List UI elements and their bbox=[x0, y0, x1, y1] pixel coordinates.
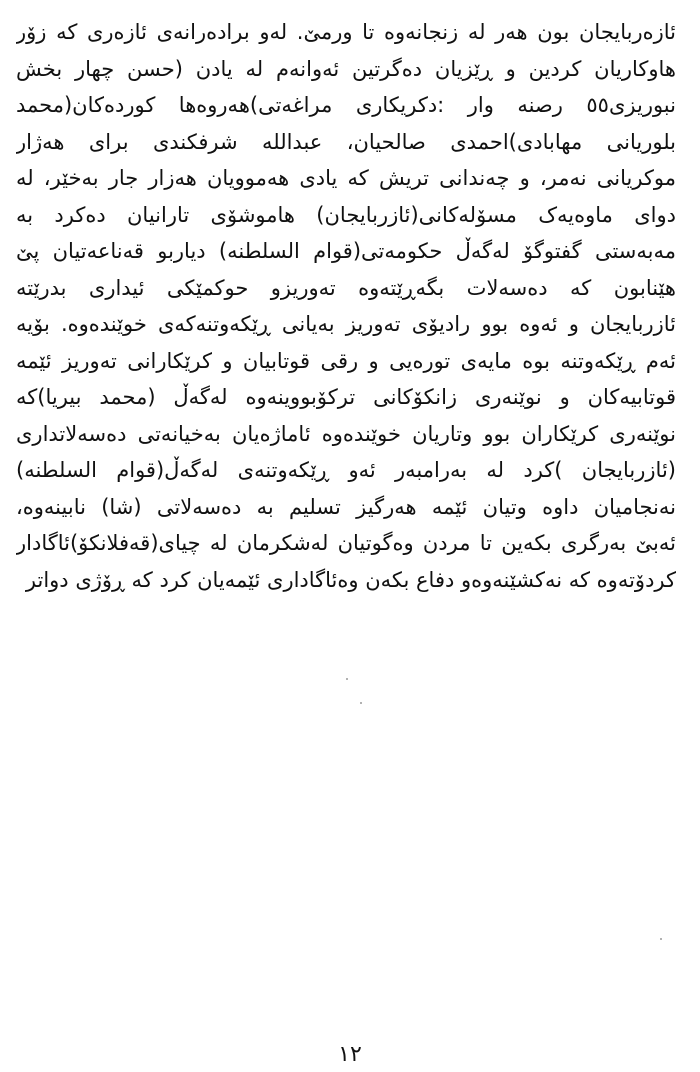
text-line-7: مەبەستی گفتوگۆ لەگەڵ حکومەتی(قوام السلطنه) دیاربو قەناعەتیان پێ bbox=[16, 239, 676, 263]
text-line-4: بلوریانی مهابادی)احمدی صالحیان، عبدالله شرفکندی برای هەژار bbox=[16, 129, 676, 154]
text-line-14: نەنجامیان داوە وتیان ئێمە هەرگیز تسلیم بە دەسەلاتی (شا) نابینەوە، bbox=[16, 494, 676, 519]
scan-speck bbox=[660, 938, 662, 940]
text-line-2: هاوکاریان کردین و ڕێزیان دەگرتین ئەوانەم لە یادن (حسن چهار بخش bbox=[16, 56, 676, 81]
text-line-8: هێنابون کە دەسەلات بگەڕێتەوە تەوریزو حوکمێکی ئیداری بدرێتە bbox=[16, 275, 676, 300]
page-number: ١٢ bbox=[338, 1042, 362, 1067]
text-line-3: نبوریزی٥٥ رصنه وار :دکریکاری مراغه‌تی)هەروەها کوردەکان(محمد bbox=[16, 93, 676, 117]
text-line-1: ئازەربایجان بون هەر لە زنجانەوە تا ورمێ. لەو برادەرانەی ئازەری کە زۆر bbox=[16, 20, 676, 44]
text-line-12: نوێنەری کرێکاران بوو وتاریان خوێندەوە ئاماژەیان بەخیانەتی دەسەلاتداری bbox=[16, 421, 676, 446]
text-line-15: ئەبێ بەرگری بکەین تا مردن وەگوتیان لەشکرمان لە چیای(قەفلانکۆ)ئاگادار bbox=[16, 531, 676, 555]
text-line-13: (ئازربایجان )کرد لە بەرامبەر ئەو ڕێکەوتنەی لەگەڵ(قوام السلطنه) bbox=[16, 458, 676, 482]
text-line-16: کردۆتەوە کە نەکشێنەوەو دفاع بکەن وەئاگاداری ئێمەیان کرد کە ڕۆژی دواتر bbox=[25, 567, 676, 592]
text-line-5: موکریانی نەمر، و چەندانی تریش کە یادی هەموویان هەزار جار بەخێر، لە bbox=[16, 166, 676, 190]
scan-speck bbox=[360, 702, 362, 704]
text-line-6: دوای ماوەیەک مسۆلەکانی(ئازربایجان) هاموشۆی تارانیان دەکرد بە bbox=[16, 202, 676, 227]
text-line-10: ئەم ڕێکەوتنە بوە مایەی تورەیی و رقی قوتابیان و کرێکارانی تەوریز ئێمە bbox=[16, 348, 676, 373]
text-line-11: قوتابیەکان و نوێنەری زانکۆکانی ترکۆبووینەوە لەگەڵ (محمد بیریا)کە bbox=[16, 385, 676, 409]
body-text bbox=[16, 14, 676, 598]
text-line-9: ئازربایجان و ئەوە بوو رادیۆی تەوریز بەیانی ڕێکەوتنەکەی خوێندەوە. بۆیە bbox=[16, 312, 676, 336]
scan-speck bbox=[346, 678, 348, 680]
